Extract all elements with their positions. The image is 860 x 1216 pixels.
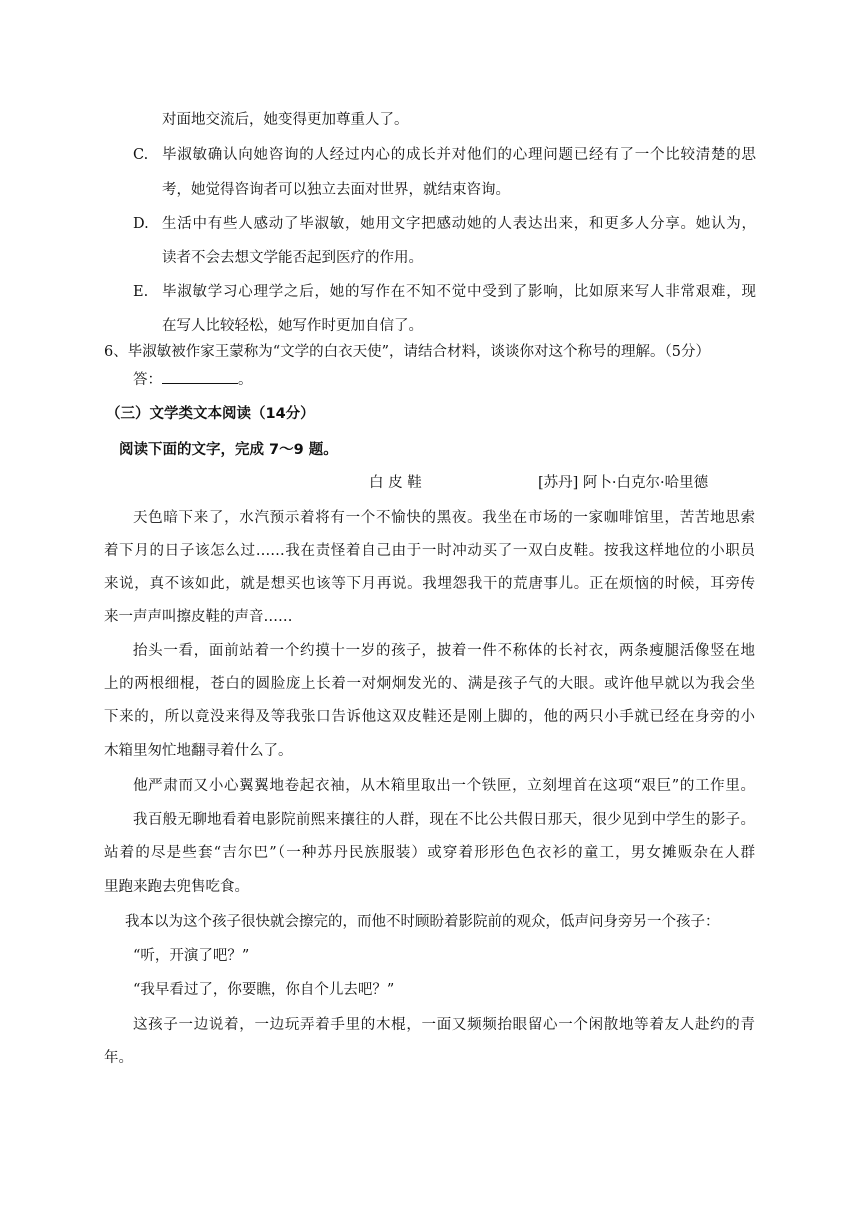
paragraph-8-line-1: 这孩子一边说着，一边玩弄着手里的木棍，一面又频频抬眼留心一个闲散地等着友人赴约的青 — [133, 1017, 755, 1033]
option-e-line2: 在写人比较轻松，她写作时更加自信了。 — [162, 318, 423, 334]
paragraph-5: 我本以为这个孩子很快就会擦完的，而他不时顾盼着影院前的观众，低声问身旁另一个孩子： — [125, 914, 720, 930]
paragraph-1-line-1: 天色暗下来了，水汽预示着将有一个不愉快的黑夜。我坐在市场的一家咖啡馆里，苦苦地思索 — [133, 510, 755, 526]
paragraph-1-line-2: 着下月的日子该怎么过……我在责怪着自己由于一时冲动买了一双白皮鞋。按我这样地位的小职员 — [104, 543, 755, 559]
story-author: [苏丹] 阿卜·白克尔·哈里德 — [538, 475, 709, 491]
question-6-answer — [133, 369, 253, 390]
option-e-label: E. — [133, 284, 149, 300]
section-heading: （三）文学类文本阅读（14分） — [106, 406, 315, 422]
option-b-continuation: 对面地交流后，她变得更加尊重人了。 — [162, 112, 409, 128]
story-title: 白 皮 鞋 — [369, 475, 422, 491]
paragraph-1-line-4: 来一声声叫擦皮鞋的声音…… — [104, 609, 293, 625]
option-c-line1: 毕淑敏确认向她咨询的人经过内心的成长并对他们的心理问题已经有了一个比较清楚的思 — [162, 147, 756, 163]
paragraph-3: 他严肃而又小心翼翼地卷起衣袖，从木箱里取出一个铁匣，立刻埋首在这项“艰巨”的工作里。 — [133, 778, 755, 794]
paragraph-2-line-3: 下来的，所以竟没来得及等我张口告诉他这双皮鞋还是刚上脚的，他的两只小手就已经在身旁的小 — [104, 709, 755, 725]
option-c-label: C. — [133, 147, 149, 163]
section-instruction: 阅读下面的文字，完成 7～9 题。 — [119, 442, 338, 458]
paragraph-8-line-2: 年。 — [104, 1050, 133, 1066]
question-6: 6、毕淑敏被作家王蒙称为“文学的白衣天使”，请结合材料，谈谈你对这个称号的理解。（5分） — [104, 344, 711, 360]
dialogue-1: “听，开演了吧？” — [133, 948, 250, 964]
paragraph-4-line-1: 我百般无聊地看着电影院前熙来攘往的人群，现在不比公共假日那天，很少见到中学生的影子。 — [133, 812, 755, 828]
option-e-line1: 毕淑敏学习心理学之后，她的写作在不知不觉中受到了影响，比如原来写人非常艰难，现 — [162, 284, 756, 300]
option-d-line2: 读者不会去想文学能否起到医疗的作用。 — [162, 250, 423, 266]
paragraph-2-line-2: 上的两根细棍，苍白的圆脸庞上长着一对炯炯发光的、满是孩子气的大眼。或许他早就以为我会坐 — [104, 676, 755, 692]
dialogue-2: “我早看过了，你要瞧，你自个儿去吧？” — [133, 982, 395, 998]
answer-label: 答： — [133, 372, 162, 388]
paragraph-2-line-4: 木箱里匆忙地翻寻着什么了。 — [104, 743, 293, 759]
option-d-label: D. — [133, 216, 149, 232]
paragraph-2-line-1: 抬头一看，面前站着一个约摸十一岁的孩子，披着一件不称体的长衬衣，两条瘦腿活像竖在地 — [133, 643, 755, 659]
paragraph-4-line-3: 里跑来跑去兜售吃食。 — [104, 879, 249, 895]
answer-end: 。 — [238, 372, 253, 388]
paragraph-1-line-3: 来说，真不该如此，就是想买也该等下月再说。我埋怨我干的荒唐事儿。正在烦恼的时候，耳旁传 — [104, 576, 755, 592]
option-d-line1: 生活中有些人感动了毕淑敏，她用文字把感动她的人表达出来，和更多人分享。她认为， — [162, 216, 756, 232]
paragraph-4-line-2: 站着的尽是些套“吉尔巴”（一种苏丹民族服装）或穿着形形色色衣衫的童工，男女摊贩杂在人群 — [104, 845, 755, 861]
answer-blank[interactable] — [162, 369, 238, 384]
option-c-line2: 考，她觉得咨询者可以独立去面对世界，就结束咨询。 — [162, 182, 510, 198]
